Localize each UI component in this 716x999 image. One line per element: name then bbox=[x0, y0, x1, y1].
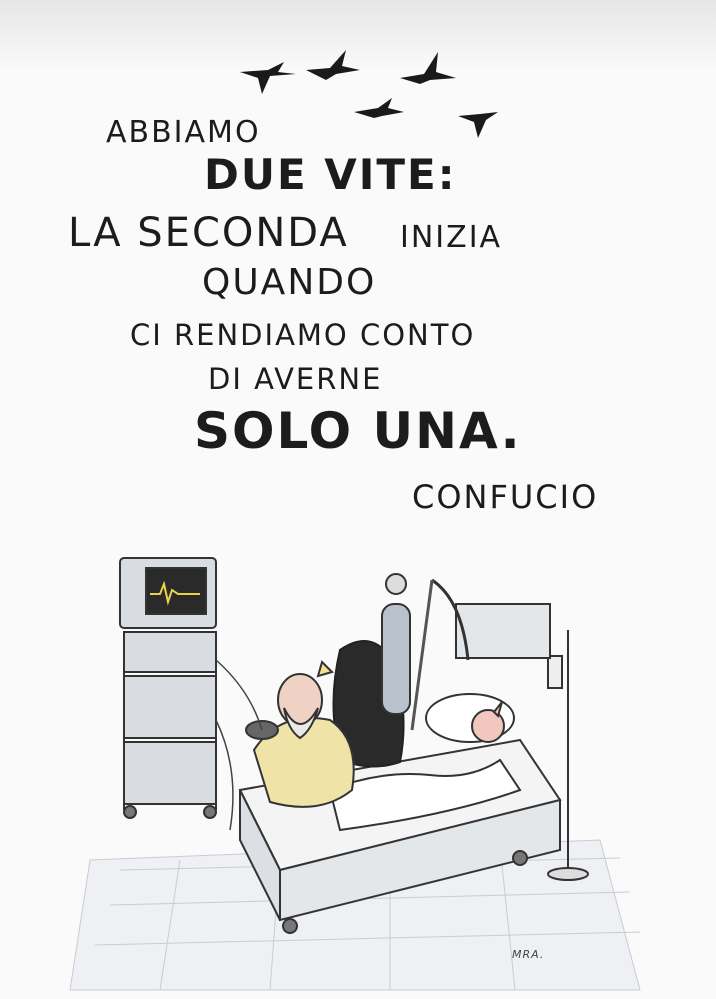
artist-signature: MRA. bbox=[512, 948, 545, 961]
quote-line-5: CI RENDIAMO CONTO bbox=[130, 318, 476, 352]
quote-line-2: DUE VITE: bbox=[204, 150, 457, 199]
hospital-cartoon bbox=[0, 540, 716, 999]
medical-monitor-cart bbox=[120, 558, 216, 818]
quote-line-3b: INIZIA bbox=[400, 220, 503, 255]
quote-author: CONFUCIO bbox=[412, 478, 599, 516]
oxygen-tank bbox=[382, 574, 410, 714]
quote-line-6: DI AVERNE bbox=[208, 362, 383, 396]
quote-line-3a: LA SECONDA bbox=[68, 210, 349, 256]
quote-line-1: ABBIAMO bbox=[106, 115, 261, 150]
patient bbox=[426, 694, 514, 742]
quote-line-7: SOLO UNA. bbox=[194, 402, 522, 460]
quote-line-4: QUANDO bbox=[202, 262, 377, 303]
